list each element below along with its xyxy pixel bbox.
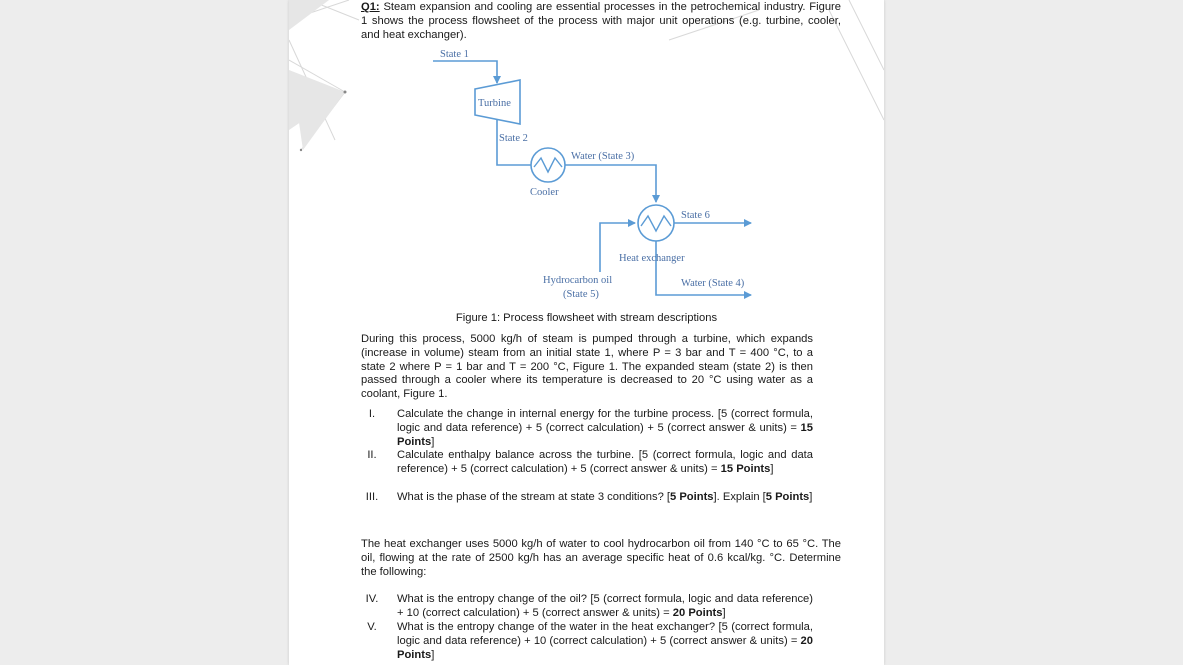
label-water-state4: Water (State 4) [681, 278, 745, 289]
process-flowsheet-diagram [289, 0, 884, 320]
question-text: Calculate enthalpy balance across the turbine. [5 (correct formula, logic and data reference) + 5 (correct calculation) + 5 (correct answer & units) = 15 Points] [397, 449, 813, 475]
question-item [361, 449, 813, 491]
paragraph-heat-exchanger: The heat exchanger uses 5000 kg/h of water to cool hydrocarbon oil from 140 °C to 65 °C. The oil, flowing at the rate of 2500 kg/h has an average specific heat of 0.6 kcal/kg. °C. Determine the following: [361, 538, 841, 578]
label-water-state3: Water (State 3) [571, 151, 635, 162]
question-item [361, 491, 813, 519]
question-text: Calculate the change in internal energy for the turbine process. [5 (correct formula, logic and data reference) + 5 (correct calculation) + 5 (correct answer & units) = 15 Points] [397, 408, 813, 448]
question-item [361, 621, 813, 663]
question-label: Q1: [361, 1, 380, 13]
question-text: What is the entropy change of the water in the heat exchanger? [5 (correct formula, logic and data reference) + 10 (correct calculation) + 5 (correct answer & units) = 20 Points] [397, 621, 813, 661]
stream-water-state3 [565, 165, 656, 202]
question-text: What is the entropy change of the oil? [5 (correct formula, logic and data reference) + 10 (correct calculation) + 5 (correct answer & units) = 20 Points] [397, 593, 813, 619]
intro-text: Steam expansion and cooling are essential processes in the petrochemical industry. Figure 1 shows the process flowsheet of the process with major unit operations (e.g. turbine, cooler, and heat exchanger). [361, 1, 841, 41]
question-number: IV. [365, 593, 379, 605]
label-state1: State 1 [440, 49, 469, 60]
question-number: I. [368, 408, 376, 420]
question-item [361, 408, 813, 450]
document-page [289, 0, 884, 665]
label-cooler: Cooler [530, 187, 559, 198]
figure-caption: Figure 1: Process flowsheet with stream descriptions [455, 312, 718, 324]
label-turbine: Turbine [478, 98, 511, 109]
question-text: What is the phase of the stream at state 3 conditions? [5 Points]. Explain [5 Points] [397, 491, 813, 503]
label-state5: (State 5) [563, 289, 599, 300]
label-state6: State 6 [681, 210, 710, 221]
stream-state1 [433, 61, 497, 83]
paragraph-steam-process: During this process, 5000 kg/h of steam is pumped through a turbine, which expands (increase in volume) steam from an initial state 1, where P = 3 bar and T = 400 °C, to a state 2 where P = 1 bar and T = 200 °C, Figure 1. The expanded steam (state 2) is then passed through a cooler where its temperature is decreased to 20 °C using water as a coolant, Figure 1. [361, 333, 813, 401]
stream-hydrocarbon-state5 [600, 223, 635, 272]
label-hydrocarbon-oil: Hydrocarbon oil [543, 275, 613, 286]
question-number: II. [367, 449, 377, 461]
question-number: III. [365, 491, 379, 503]
question-item [361, 593, 813, 621]
label-heat-exchanger: Heat exchanger [619, 253, 685, 264]
question-number: V. [367, 621, 377, 633]
label-state2: State 2 [499, 133, 528, 144]
